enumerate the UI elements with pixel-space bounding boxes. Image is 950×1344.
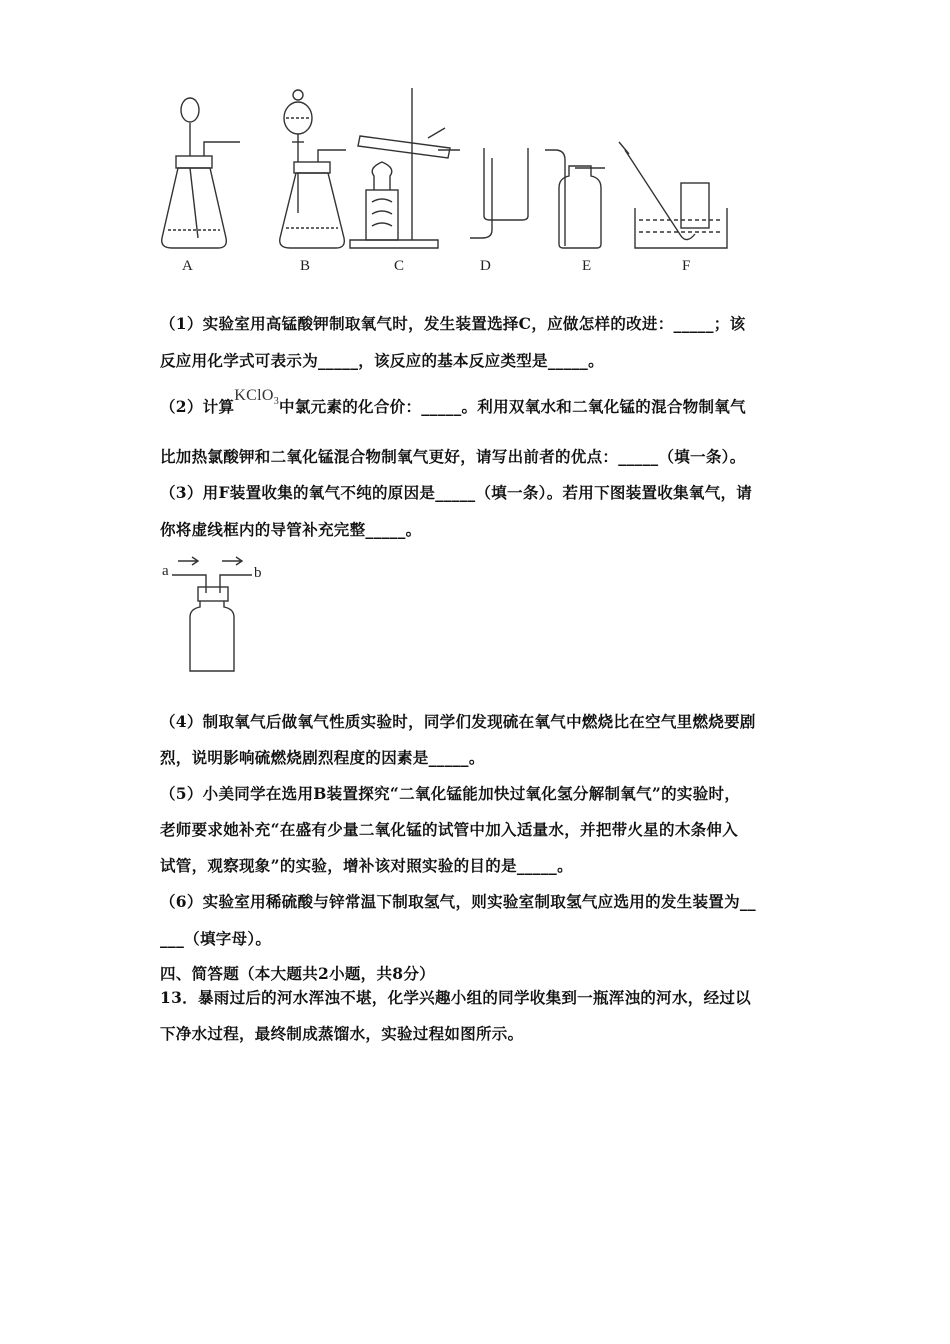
apparatus-b-icon [280,90,346,248]
figure-label-f: F [682,258,691,274]
label-a: a [162,563,169,579]
figure-label-c: C [394,258,405,274]
q4-line2: 烈，说明影响硫燃烧剧烈程度的因素是_____。 [160,748,485,767]
q6-line2: ___（填字母）。 [160,929,272,948]
apparatus-a-icon [162,98,240,248]
q2-suffix: 中氯元素的化合价：_____。利用双氧水和二氧化锰的混合物制氧气 [279,397,746,416]
q3-line2: 你将虚线框内的导管补充完整_____。 [160,520,422,539]
gas-bottle-figure [160,555,290,680]
q13-line2: 下净水过程，最终制成蒸馏水，实验过程如图所示。 [160,1024,524,1043]
q1-line2: 反应用化学式可表示为_____，该反应的基本反应类型是_____。 [160,351,604,370]
q5-line2: 老师要求她补充“在盛有少量二氧化锰的试管中加入适量水，并把带火星的木条伸入 [160,820,739,839]
q1-line1: （1）实验室用高锰酸钾制取氧气时，发生装置选择C，应做怎样的改进：_____；该 [160,314,746,333]
q5-line3: 试管，观察现象”的实验，增补该对照实验的目的是_____。 [160,856,573,875]
q2-prefix: （2）计算 [160,397,235,416]
q13-line1: 13．暴雨过后的河水浑浊不堪，化学兴趣小组的同学收集到一瓶浑浊的河水，经过以 [160,988,751,1007]
apparatus-f-icon [619,142,727,248]
q4-line1: （4）制取氧气后做氧气性质实验时，同学们发现硫在氧气中燃烧比在空气里燃烧要剧 [160,712,756,731]
section4-heading: 四、简答题（本大题共2小题，共8分） [160,964,435,983]
q3-line1: （3）用F装置收集的氧气不纯的原因是_____（填一条）。若用下图装置收集氧气，请 [160,483,753,502]
apparatus-figure [150,78,730,258]
figure-label-e: E [582,258,592,274]
apparatus-e-icon [545,150,605,248]
figure-label-b: B [300,258,311,274]
q6-line1: （6）实验室用稀硫酸与锌常温下制取氢气，则实验室制取氢气应选用的发生装置为__ [160,892,756,911]
q2-line1 [160,387,746,419]
apparatus-d-icon [470,148,528,238]
label-b: b [254,565,262,581]
figure-label-d: D [480,258,491,274]
q2-line2: 比加热氯酸钾和二氧化锰混合物制氧气更好，请写出前者的优点：_____（填一条）。 [160,447,746,466]
q5-line1: （5）小美同学在选用B装置探究“二氧化锰能加快过氧化氢分解制氧气”的实验时， [160,784,741,803]
apparatus-c-icon [350,88,460,248]
figure-label-a: A [182,258,193,274]
kclo3-formula: KClO$_3$ [234,387,280,408]
